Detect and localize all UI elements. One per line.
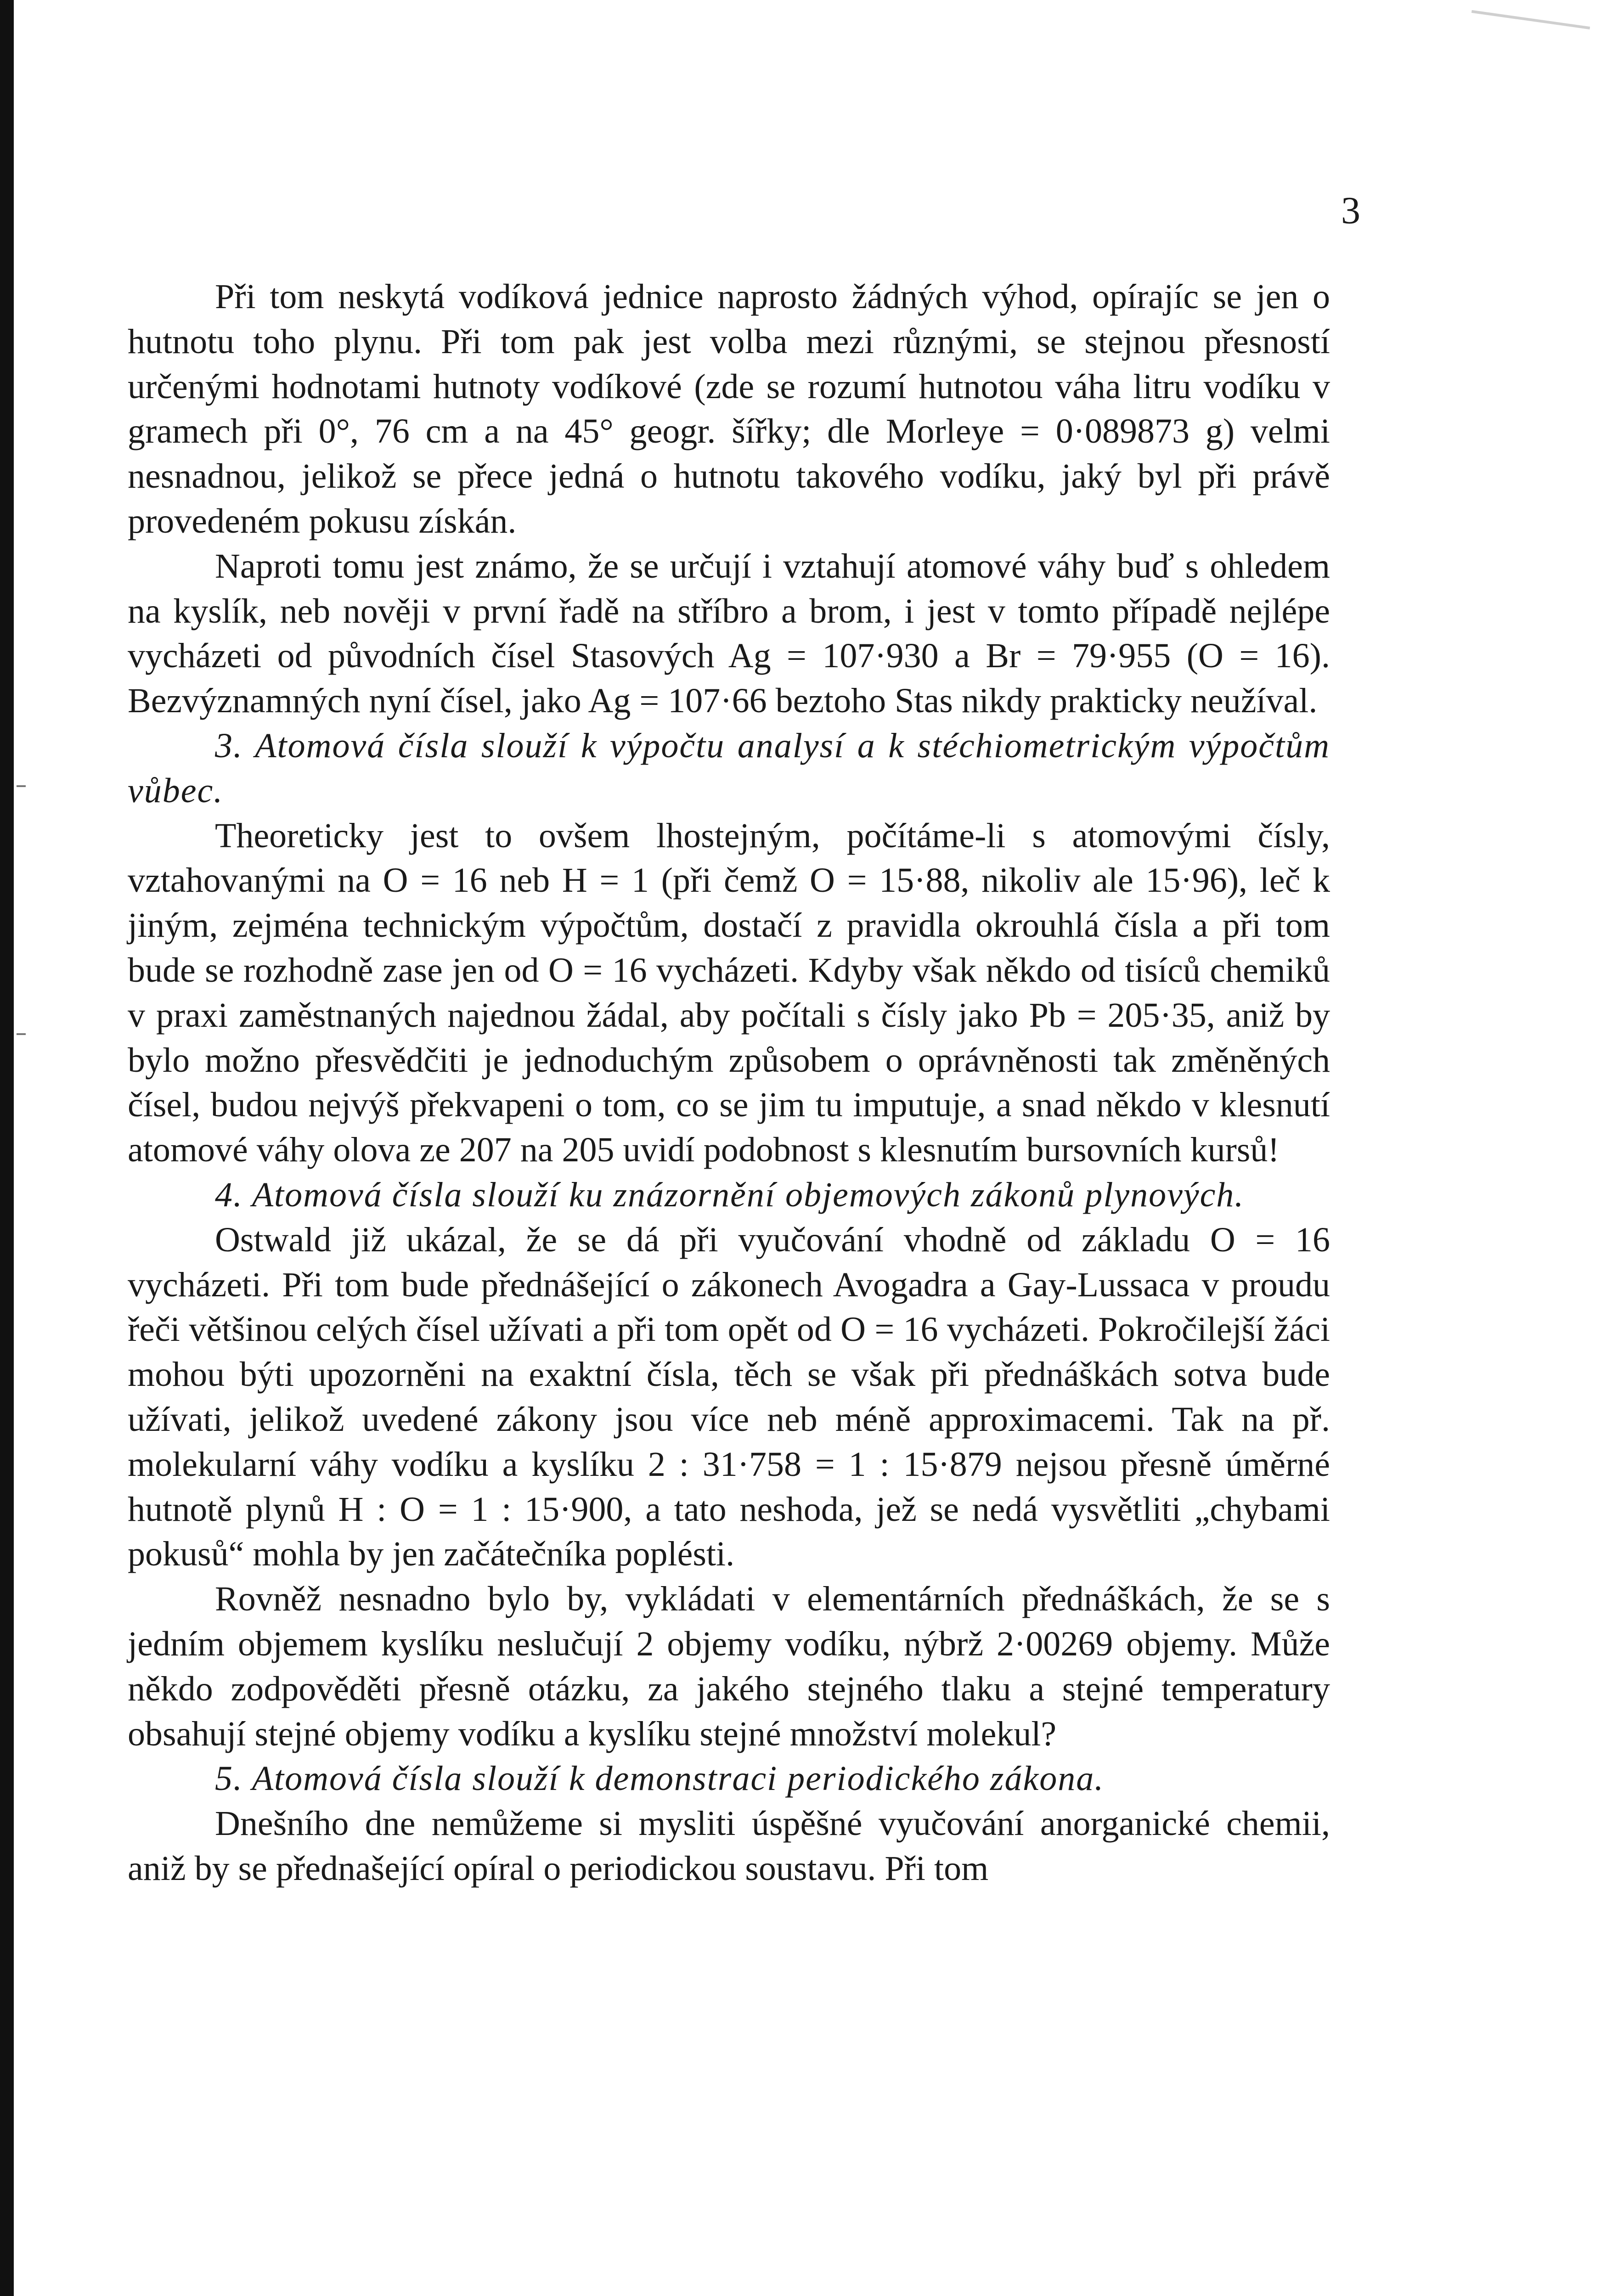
paragraph: Dnešního dne nemůžeme si mysliti úspěšné vyučování anorganické chemii, aniž by se přednašející opíral o periodickou soustavu. Při tom: [128, 1804, 1330, 1888]
scan-corner-mark: [1471, 10, 1590, 29]
section-heading: 5. Atomová čísla slouží k demonstraci periodického zákona.: [215, 1759, 1105, 1798]
page-number: 3: [1341, 189, 1361, 232]
paragraph: Theoreticky jest to ovšem lhostejným, počítáme-li s atomovými čísly, vztahovanými na O = 16 neb H = 1 (při čemž O = 15·88, nikoliv ale 15·96), leč k jiným, zejména technickým výpočtům, dostačí z pravidla okrouhlá čísla a při tom bude se rozhodně zase jen od O = 16 vycházeti. Kdyby však někdo od tisíců chemiků v praxi zaměstnaných najednou žádal, aby počítali s čísly jako Pb = 205·35, aniž by bylo možno přesvědčiti je jednoduchým způsobem o oprávněnosti tak změněných čísel, budou nejvýš překvapeni o tom, co se jim tu imputuje, a snad někdo v klesnutí atomové váhy olova ze 207 na 205 uvidí podobnost s klesnutím bursovních kursů!: [128, 816, 1330, 1170]
paragraph: Ostwald již ukázal, že se dá při vyučování vhodně od základu O = 16 vycházeti. Při tom bude přednášející o zákonech Avogadra a Gay-Lussaca v proudu řeči většinou celých čísel užívati a při tom opět od O = 16 vycházeti. Pokročilejší žáci mohou býti upozorněni na exaktní čísla, těch se však při přednáškách sotva bude užívati, jelikož uvedené zákony jsou více neb méně approximacemi. Tak na př. molekularní váhy vodíku a kyslíku 2 : 31·758 = 1 : 15·879 nejsou přesně úměrné hutnotě plynů H : O = 1 : 15·900, a tato neshoda, jež se nedá vysvětliti „chybami pokusů“ mohla by jen začátečníka poplésti.: [128, 1220, 1330, 1574]
margin-tick: [17, 1033, 26, 1035]
margin-tick: [17, 785, 26, 787]
paragraph: Rovněž nesnadno bylo by, vykládati v elementárních přednáškách, že se s jedním objemem kyslíku neslučují 2 objemy vodíku, nýbrž 2·00269 objemy. Může někdo zodpověděti přesně otázku, za jakého stejného tlaku a stejné temperatury obsahují stejné objemy vodíku a kyslíku stejné množství molekul?: [128, 1580, 1330, 1753]
section-heading: 3. Atomová čísla slouží k výpočtu analysí a k stéchiometrickým výpočtům vůbec.: [128, 726, 1330, 810]
scan-left-edge: [0, 0, 14, 2296]
body-text: [128, 275, 1330, 1891]
paragraph: Naproti tomu jest známo, že se určují i vztahují atomové váhy buď s ohledem na kyslík, neb nověji v první řadě na stříbro a brom, i jest v tomto případě nejlépe vycházeti od původních čísel Stasových Ag = 107·930 a Br = 79·955 (O = 16). Bezvýznamných nyní čísel, jako Ag = 107·66 beztoho Stas nikdy prakticky neužíval.: [128, 546, 1330, 720]
paragraph: Při tom neskytá vodíková jednice naprosto žádných výhod, opírajíc se jen o hutnotu toho plynu. Při tom pak jest volba mezi různými, se stejnou přesností určenými hodnotami hutnoty vodíkové (zde se rozumí hutnotou váha litru vodíku v gramech při 0°, 76 cm a na 45° geogr. šířky; dle Morleye = 0·089873 g) velmi nesnadnou, jelikož se přece jedná o hutnotu takového vodíku, jaký byl při právě provedeném pokusu získán.: [128, 277, 1330, 540]
section-heading: 4. Atomová čísla slouží ku znázornění objemových zákonů plynových.: [215, 1175, 1245, 1214]
